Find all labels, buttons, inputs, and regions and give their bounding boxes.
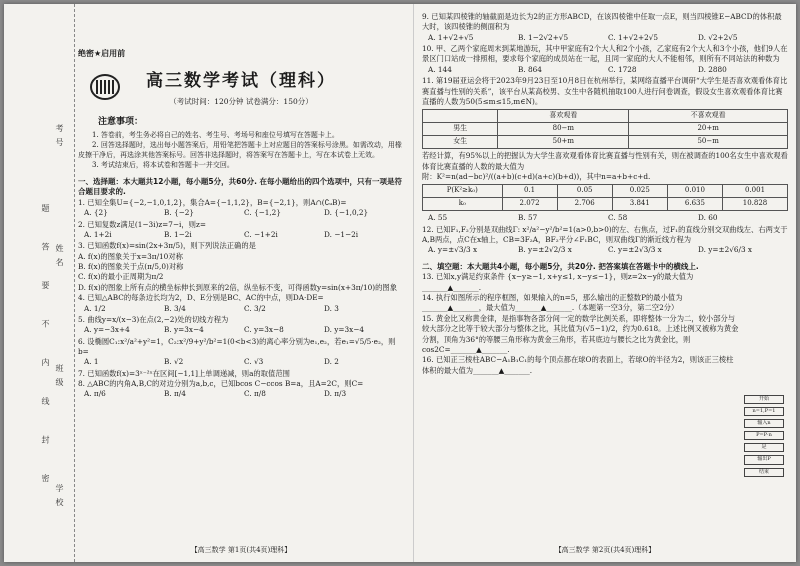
question-stem: 6. 设椭圆C₁:x²/a²+y²=1，C₂:x²/9+y²/b²=1(0<b<3)的离心率分别为e₁,e₂，若e₁=√5/5·e₂，则b= xyxy=(78,336,396,356)
question-stem: 1. 已知全集U={−2,−1,0,1,2}，集合A={−1,1,2}，B={−2,1}，则A∩(∁ᵤB)= xyxy=(78,197,347,207)
question-stem: 8. △ABC的内角A,B,C的对边分别为a,b,c，已知bcos C−ccos B=a，且A=2C，则C= xyxy=(78,379,364,389)
option: B. √2 xyxy=(164,357,184,367)
question-stem: C. f(x)的最小正周期为π/2 xyxy=(78,272,164,282)
exam-title: 高三数学考试（理科） xyxy=(146,71,336,92)
question-stem: 7. 已知函数f(x)=3ˣ⁻²ˣ在区间[−1,1]上单调递减，则a的取值范围 xyxy=(78,368,290,378)
class-label: 班级 xyxy=(55,364,64,392)
question-stem: 9. 已知某四棱锥的轴截面是边长为2的正方形ABCD，在该四棱锥中任取一点E，则当四棱锥E−ABCD的体积最大时，该四棱锥的侧面积为 xyxy=(422,12,782,32)
option: D. π/3 xyxy=(324,389,347,399)
option: A. 1/2 xyxy=(84,303,106,313)
option: B. 3/4 xyxy=(164,303,186,313)
question-options xyxy=(84,357,404,367)
question-options xyxy=(84,325,404,335)
q11-options: A. 55 B. 57 C. 58 D. 60 xyxy=(428,213,718,223)
section-two-heading: 二、填空题：本大题共4小题，每小题5分，共20分. 把答案填在答题卡中的横线上. xyxy=(422,261,699,271)
fill-q16: 16. 已知正三棱柱ABC−A₁B₁C₁的每个顶点都在球O的表面上，若球O的半径为2，则该正三棱柱体积的最大值为_______▲_______. xyxy=(422,355,734,375)
option: C. √3 xyxy=(244,357,264,367)
question-options xyxy=(428,33,788,43)
option: B. y=3x−4 xyxy=(164,325,204,335)
exam-sheet xyxy=(4,4,796,562)
name-label: 姓名 xyxy=(55,244,64,272)
right-page xyxy=(422,12,788,560)
q11-formula: 附：K²=n(ad−bc)²/((a+b)(c+d)(a+c)(b+d))，其中n=a+b+c+d. xyxy=(422,171,651,181)
question-stem: 5. 曲线y=x/(x−3)在点(2,−2)处的切线方程为 xyxy=(78,314,229,324)
question-options xyxy=(84,230,404,240)
fill-q14: 14. 执行如图所示的程序框图，如果输入的n=5，那么输出的正整数P的最小值为_______▲_______，最大值为_______▲_______.（本题第一空3分，第二空2分） xyxy=(422,293,683,313)
option: C. π/8 xyxy=(244,389,266,399)
option: A. {2} xyxy=(84,208,108,218)
option: B. 1−2i xyxy=(164,230,192,239)
q12-stem: 12. 已知F₁,F₂分别是双曲线Γ: x²/a²−y²/b²=1(a>0,b>0)的左、右焦点，过F₁的直线分别交双曲线左、右两支于A,B两点，点C在x轴上，CB=3F₂A，BF₂平分∠F₁BC，则双曲线Γ的渐近线方程为 xyxy=(422,224,788,245)
option: C. −1+2i xyxy=(244,230,278,239)
left-questions xyxy=(78,198,404,400)
option: B. 864 xyxy=(518,64,542,74)
note-item: 3. 考试结束后，将本试卷和答题卡一并交回。 xyxy=(92,160,234,169)
left-page xyxy=(78,12,404,560)
option: A. π/6 xyxy=(84,389,106,399)
option: B. 1−2√2+√5 xyxy=(518,32,569,42)
option: C. y=3x−8 xyxy=(244,325,284,335)
question-stem: 10. 甲、乙两个家庭周末到某地游玩，其中甲家庭有2个大人和2个小孩，乙家庭有2个大人和3个小孩，他们9人在景区门口站成一排照相，要求每个家庭的成员站在一起，且同一家庭的大人不能相邻，则所有不同站法的种数为 xyxy=(422,44,788,64)
option: D. y=3x−4 xyxy=(324,325,364,335)
survey-table: 喜欢观看 不喜欢观看 男生 80−m 20+m 女生 50+m 50−m xyxy=(422,109,788,149)
option: D. √2+2√5 xyxy=(698,32,738,42)
exam-subtitle: （考试时间：120分钟 试卷满分：150分） xyxy=(169,97,313,107)
option: C. 1728 xyxy=(608,64,637,74)
option: A. y=−3x+4 xyxy=(84,325,130,335)
option: A. 144 xyxy=(428,64,452,74)
school-label: 学校 xyxy=(55,484,64,512)
fill-q15: 15. 黄金比又称黄金律，是指事物各部分间一定的数学比例关系，即将整体一分为二，较小部分与较大部分之比等于较大部分与整体之比，其比值为(√5−1)/2，约为0.618。上述比例又被称为黄金分割，顶角为36°的等腰三角形称为黄金三角形，若其底边与腰长之比为黄金比，则cos2C=_______▲_______. xyxy=(422,313,739,354)
binding-margin xyxy=(4,4,75,562)
option: A. 1+2i xyxy=(84,230,112,239)
q12-options: A. y=±√3/3 x B. y=±2√2/3 x C. y=±2√3/3 x D. y=±2√6/3 x xyxy=(428,245,753,255)
section-one-heading: 一、选择题：本大题共12小题，每小题5分，共60分. 在每小题给出的四个选项中，只有一项是符合题目要求的. xyxy=(78,176,403,197)
q11-continued: 若经计算，有95%以上的把握认为大学生喜欢观看体育比赛直播与性别有关，则在被调查的100名女生中喜欢观看体育比赛直播的人数的最大值为 xyxy=(422,151,788,171)
question-stem: B. f(x)的图象关于点(π/5,0)对称 xyxy=(78,262,184,272)
program-flowchart: 开始 n=1,P=1 输入n P=P·n 是 输出P 结束 xyxy=(744,392,784,480)
question-stem: 3. 已知函数f(x)=sin(2x+3π/5)，则下列说法正确的是 xyxy=(78,241,256,251)
option: A. 1 xyxy=(84,357,99,367)
notes-heading: 注意事项： xyxy=(98,117,144,128)
option: D. 3 xyxy=(324,303,339,313)
question-stem: 11. 第19届亚运会将于2023年9月23日至10月8日在杭州举行，某网络直播平台调研“大学生是否喜欢观看体育比赛直播与性别的关系”，该平台从某高校男、女生中各随机抽取100人进行问卷调查，假设女生喜欢观看体育比赛直播的人数为50(5≤m≤15,m∈N)。 xyxy=(422,76,788,106)
critical-value-table: P(K²≥k₀) 0.1 0.05 0.025 0.010 0.001 k₀ 2.072 2.706 3.841 6.635 10.828 xyxy=(422,184,788,211)
option: D. −1−2i xyxy=(324,230,359,239)
secret-mark: 绝密★启用前 xyxy=(78,49,126,58)
note-item: 1. 答卷前，考生务必将自己的姓名、考生号、考场号和座位号填写在答题卡上。 xyxy=(92,130,339,139)
seal-line-text: 题 答 要 不 内 线 封 密 xyxy=(41,204,50,496)
question-options xyxy=(84,389,404,399)
fill-q13: 13. 已知x,y满足约束条件 {x−y≥−1, x+y≤1, x−y≤−1}，则z=2x−y的最大值为_______▲_______. xyxy=(422,272,694,292)
question-stem: A. f(x)的图象关于x=3π/10对称 xyxy=(78,251,183,261)
note-item: 2. 回答选择题时，选出每小题答案后，用铅笔把答题卡上对应题目的答案标号涂黑。如需改动，用橡皮擦干净后，再选涂其他答案标号。回答非选择题时，将答案写在答题卡上，写在本试卷上无效。 xyxy=(78,140,402,159)
question-stem: D. f(x)的图象上所有点的横坐标伸长到原来的2倍，纵坐标不变，可得函数y=sin(x+3π/10)的图象 xyxy=(78,282,397,292)
page-divider xyxy=(413,4,414,562)
footer-right: 【高三数学 第2页(共4页)理科】 xyxy=(554,546,656,555)
option: A. 1+√2+√5 xyxy=(428,32,474,42)
option: D. 2 xyxy=(324,357,339,367)
option: C. {−1,2} xyxy=(244,208,281,218)
option: D. 2880 xyxy=(698,64,727,74)
question-options xyxy=(84,304,404,314)
right-questions xyxy=(422,12,788,107)
exam-logo-icon xyxy=(90,74,120,100)
question-options xyxy=(428,65,788,75)
question-stem: 2. 已知复数z满足(1−3i)z=7−i，则z= xyxy=(78,219,206,229)
question-options xyxy=(84,208,404,218)
option: D. {−1,0,2} xyxy=(324,208,369,218)
question-stem: 4. 已知△ABC的每条边长均为2，D、E分别是BC、AC的中点，则DA·DE= xyxy=(78,293,324,303)
option: B. π/4 xyxy=(164,389,186,399)
option: B. {−2} xyxy=(164,208,195,218)
footer-left: 【高三数学 第1页(共4页)理科】 xyxy=(190,546,292,555)
option: C. 1+√2+2√5 xyxy=(608,32,659,42)
option: C. 3/2 xyxy=(244,303,266,313)
exam-number-label: 考号 xyxy=(55,124,64,152)
